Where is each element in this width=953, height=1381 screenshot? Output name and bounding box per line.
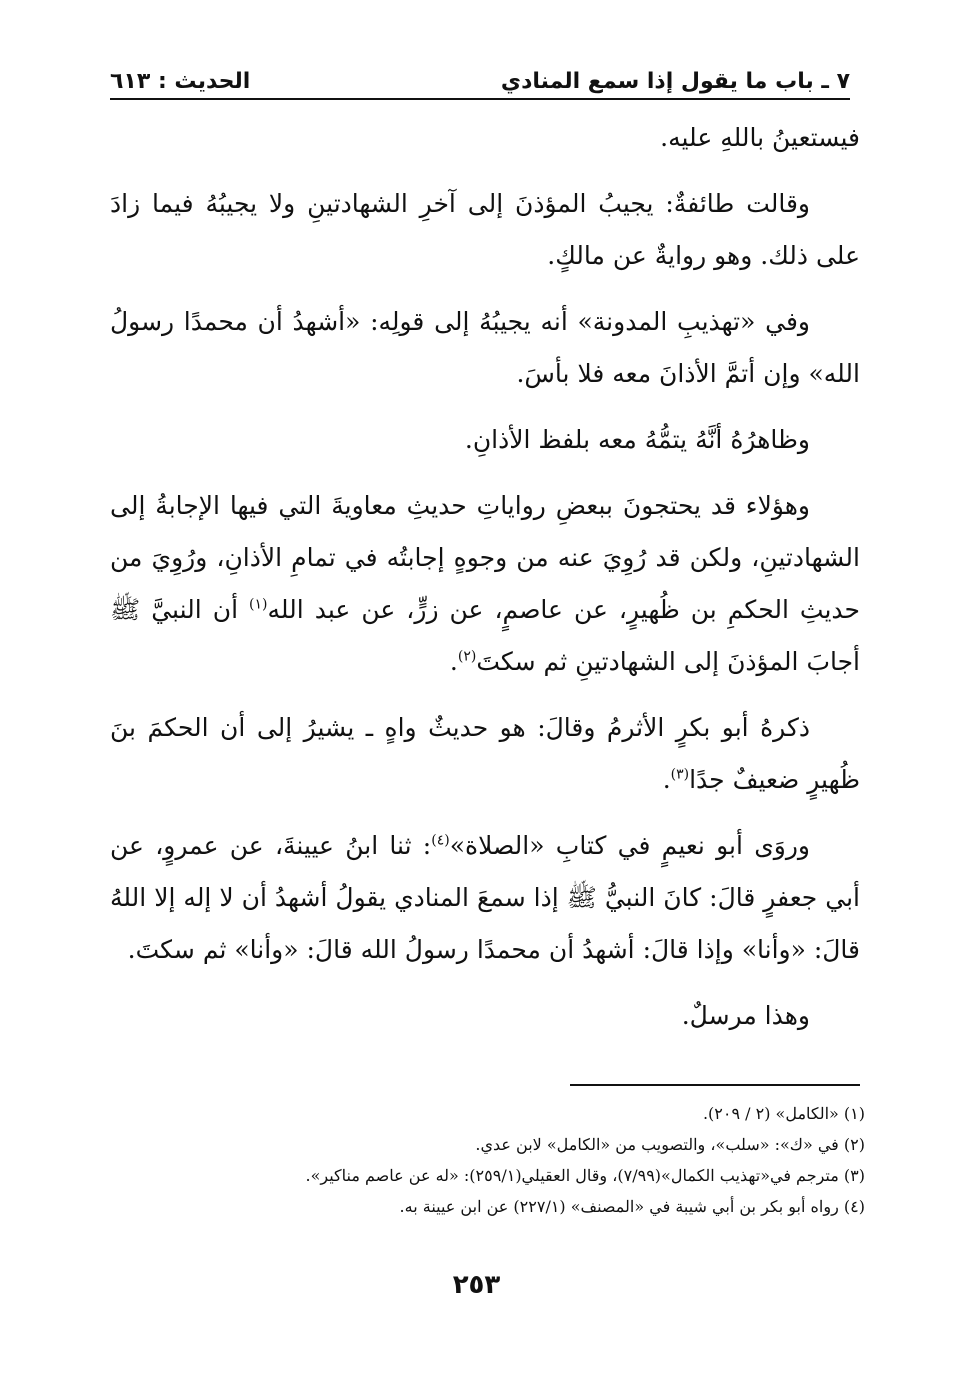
paragraph: وظاهرُهُ أنَّهُ يتمُّهُ معه بلفظ الأذانِ. bbox=[464, 425, 810, 454]
footnote-ref[interactable]: (٢) bbox=[457, 648, 477, 665]
paragraph: وهؤلاء قد يحتجونَ ببعضِ رواياتِ حديثِ معاويةَ التي فيها الإجابةُ إلى الشهادتينِ، ولكن قد رُوِيَ عنه من وجوهٍ إجابتُه في تمامِ الأذانِ، ورُوِيَ من حديثِ الحكمِ بن ظُهيرٍ، عن عاصمٍ، عن زرٍّ، عن عبد الله$^{(١)}$ أن النبيَّ ﷺ أجابَ المؤذنَ إلى الشهادتينِ ثم سكتَ$^{(٢)}$. bbox=[110, 491, 860, 676]
main-text bbox=[110, 112, 860, 1056]
footnote: (١) «الكامل» (٢ / ٢٠٩). bbox=[702, 1104, 865, 1123]
paragraph: فيستعينُ باللهِ عليه. bbox=[660, 123, 860, 152]
paragraph: وروَى أبو نعيمٍ في كتابِ «الصلاة»$^{(٤)}$: ثنا ابنُ عيينةَ، عن عمروٍ، عن أبي جعفرٍ قالَ: كانَ النبيُّ ﷺ إذا سمعَ المنادي يقولُ أشهدُ أن لا إله إلا اللهُ قالَ: «وأنا» وإذا قالَ: أشهدُ أن محمدًا رسولُ الله قالَ: «وأنا» ثم سكتَ. bbox=[110, 831, 860, 964]
footnote-ref[interactable]: (٣) bbox=[670, 766, 690, 783]
paragraph: وهذا مرسلٌ. bbox=[681, 1001, 810, 1030]
paragraph: وقالت طائفةٌ: يجيبُ المؤذنَ إلى آخرِ الشهادتينِ ولا يجيبُهُ فيما زادَ على ذلك. وهو روايةٌ عن مالكٍ. bbox=[110, 189, 860, 270]
hadith-number: الحديث : ٦١٣ bbox=[110, 69, 251, 94]
paragraph: وفي «تهذيبِ المدونة» أنه يجيبُهُ إلى قولِه: «أشهدُ أن محمدًا رسولُ الله» وإن أتمَّ الأذانَ معه فلا بأسَ. bbox=[110, 307, 860, 388]
page-number: ٢٥٣ bbox=[452, 1270, 501, 1300]
paragraph: ذكرهُ أبو بكرٍ الأثرمُ وقالَ: هو حديثٌ واهٍ ـ يشيرُ إلى أن الحكمَ بنَ ظُهيرٍ ضعيفٌ جدًا$^{(٣)}$. bbox=[110, 713, 860, 794]
footnote-ref[interactable]: (١) bbox=[249, 596, 268, 613]
footnote: (٤) رواه أبو بكر بن أبي شيبة في «المصنف» (٢٢٧/١) عن ابن عيينة به. bbox=[399, 1197, 865, 1216]
chapter-title: ٧ ـ باب ما يقول إذا سمع المنادي bbox=[500, 69, 850, 94]
footnote: (٣) مترجم في«تهذيب الكمال»(٧/٩٩)، وقال العقيلي(٢٥٩/١): «له عن عاصم مناكير». bbox=[305, 1166, 865, 1185]
footnote-divider bbox=[570, 1084, 860, 1086]
footnote-ref[interactable]: (٤) bbox=[431, 832, 450, 849]
footnote: (٢) في «ك»: «سلب»، والتصويب من «الكامل» لابن عدي. bbox=[475, 1135, 865, 1154]
footnotes bbox=[110, 1098, 865, 1222]
page-header bbox=[110, 58, 850, 100]
